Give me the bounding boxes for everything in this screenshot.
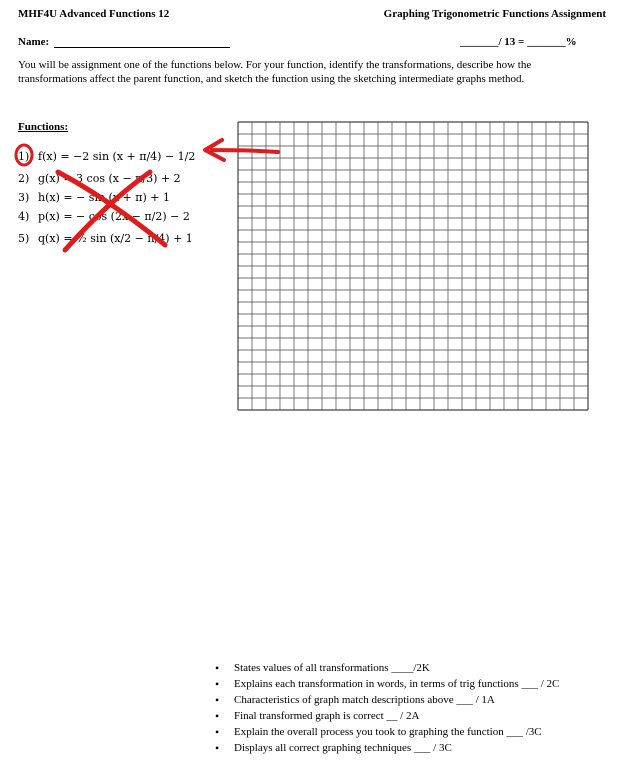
graph-paper-grid[interactable] [237, 121, 607, 411]
name-blank-line[interactable] [54, 47, 230, 48]
course-title: MHF4U Advanced Functions 12 [18, 8, 170, 20]
function-item [18, 210, 190, 223]
function-number: 2) [18, 172, 30, 185]
assignment-title: Graphing Trigonometric Functions Assignment [383, 8, 606, 20]
function-expression: g(x) = 3 cos (x − π/3) + 2 [38, 172, 181, 185]
rubric-item: • Characteristics of graph match descriptions above ___ / 1A [215, 692, 559, 708]
function-item [18, 172, 181, 185]
function-expression: q(x) = ½ sin (x/2 − π/4) + 1 [38, 232, 193, 245]
rubric-list [215, 660, 559, 756]
rubric-item: • Explain the overall process you took to graphing the function ___ /3C [215, 724, 559, 740]
rubric-item: • Explains each transformation in words, in terms of trig functions ___ / 2C [215, 676, 559, 692]
function-number: 3) [18, 191, 30, 204]
functions-heading: Functions: [18, 121, 69, 133]
function-item [18, 232, 193, 245]
function-number: 1) [18, 150, 30, 163]
function-expression: h(x) = − sin (x + π) + 1 [38, 191, 170, 204]
score-line: _______/ 13 = _______% [460, 36, 577, 48]
function-number: 4) [18, 210, 30, 223]
rubric-item: • Final transformed graph is correct __ / 2A [215, 708, 559, 724]
rubric-item: • Displays all correct graphing techniques ___ / 3C [215, 740, 559, 756]
function-number: 5) [18, 232, 30, 245]
name-label: Name: [18, 36, 50, 48]
function-item [18, 191, 170, 204]
rubric-item: • States values of all transformations ____/2K [215, 660, 559, 676]
instructions: You will be assignment one of the functions below. For your function, identify the transformations, describe how the transformations affect the parent function, and sketch the function using the sketching intermediate graphs method. [18, 59, 532, 85]
function-expression: f(x) = −2 sin (x + π/4) − 1/2 [38, 150, 196, 163]
function-expression: p(x) = − cos (2x − π/2) − 2 [38, 210, 190, 223]
function-item [18, 150, 195, 163]
